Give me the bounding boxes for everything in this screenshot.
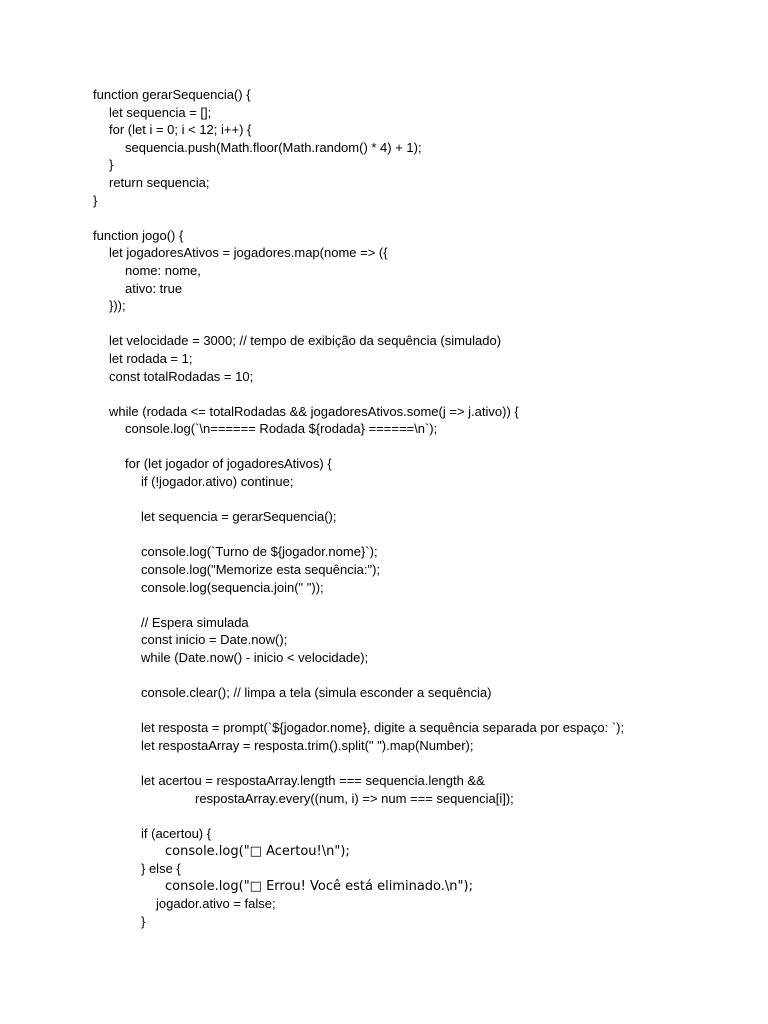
blank-line xyxy=(93,807,624,825)
code-line: if (acertou) { xyxy=(141,825,212,841)
code-line: sequencia.push(Math.floor(Math.random() * 4) + 1); xyxy=(125,139,422,155)
code-line: console.log(`\n====== Rodada ${rodada} ======\n`); xyxy=(125,421,438,437)
code-line: for (let i = 0; i < 12; i++) { xyxy=(109,122,252,138)
code-line: } xyxy=(93,192,98,208)
blank-line xyxy=(93,526,624,544)
code-line: console.log("□ Errou! Você está eliminado.\n"); xyxy=(165,878,473,894)
code-line: let resposta = prompt(`${jogador.nome}, digite a sequência separada por espaço: `); xyxy=(141,720,625,736)
code-line: function jogo() { xyxy=(93,227,184,243)
blank-line xyxy=(93,755,624,773)
code-line: while (Date.now() - inicio < velocidade); xyxy=(141,650,369,665)
code-line: nome: nome, xyxy=(125,262,201,278)
code-line: console.log(`Turno de ${jogador.nome}`); xyxy=(141,544,378,560)
blank-line xyxy=(93,209,624,227)
code-line: } xyxy=(141,913,146,929)
blank-line xyxy=(93,667,624,685)
code-line: let velocidade = 3000; // tempo de exibição da sequência (simulado) xyxy=(109,333,502,349)
code-line: for (let jogador of jogadoresAtivos) { xyxy=(125,456,332,472)
code-line: respostaArray.every((num, i) => num === sequencia[i]); xyxy=(195,790,514,806)
code-line: function gerarSequencia() { xyxy=(93,87,251,102)
code-line: const inicio = Date.now(); xyxy=(141,632,288,648)
code-line: while (rodada <= totalRodadas && jogadoresAtivos.some(j => j.ativo)) { xyxy=(109,403,519,419)
code-line: return sequencia; xyxy=(109,174,210,190)
code-line: let respostaArray = resposta.trim().split(" ").map(Number); xyxy=(141,737,474,753)
blank-line xyxy=(93,702,624,720)
code-line: let rodada = 1; xyxy=(109,350,193,366)
code-line: } xyxy=(109,157,114,173)
code-line: let jogadoresAtivos = jogadores.map(nome => ({ xyxy=(109,245,388,261)
code-line: console.log("□ Acertou!\n"); xyxy=(165,843,350,859)
code-line: })); xyxy=(109,298,126,314)
blank-line xyxy=(93,385,624,403)
code-line: ativo: true xyxy=(125,280,183,296)
code-line: console.log(sequencia.join(" ")); xyxy=(141,579,324,595)
code-line: let acertou = respostaArray.length === sequencia.length && xyxy=(141,773,485,789)
blank-line xyxy=(93,438,624,456)
blank-line xyxy=(93,491,624,509)
blank-line xyxy=(93,596,624,614)
code-line: let sequencia = gerarSequencia(); xyxy=(141,509,337,525)
code-line: if (!jogador.ativo) continue; xyxy=(141,474,294,490)
code-line: console.clear(); // limpa a tela (simula esconder a sequência) xyxy=(141,685,492,701)
code-line: } else { xyxy=(141,861,181,877)
code-line: const totalRodadas = 10; xyxy=(109,368,254,384)
code-listing xyxy=(93,86,624,931)
blank-line xyxy=(93,315,624,333)
code-line: let sequencia = []; xyxy=(109,104,212,120)
code-line: // Espera simulada xyxy=(141,614,249,630)
code-line: console.log("Memorize esta sequência:"); xyxy=(141,562,381,578)
code-line: jogador.ativo = false; xyxy=(156,896,276,912)
